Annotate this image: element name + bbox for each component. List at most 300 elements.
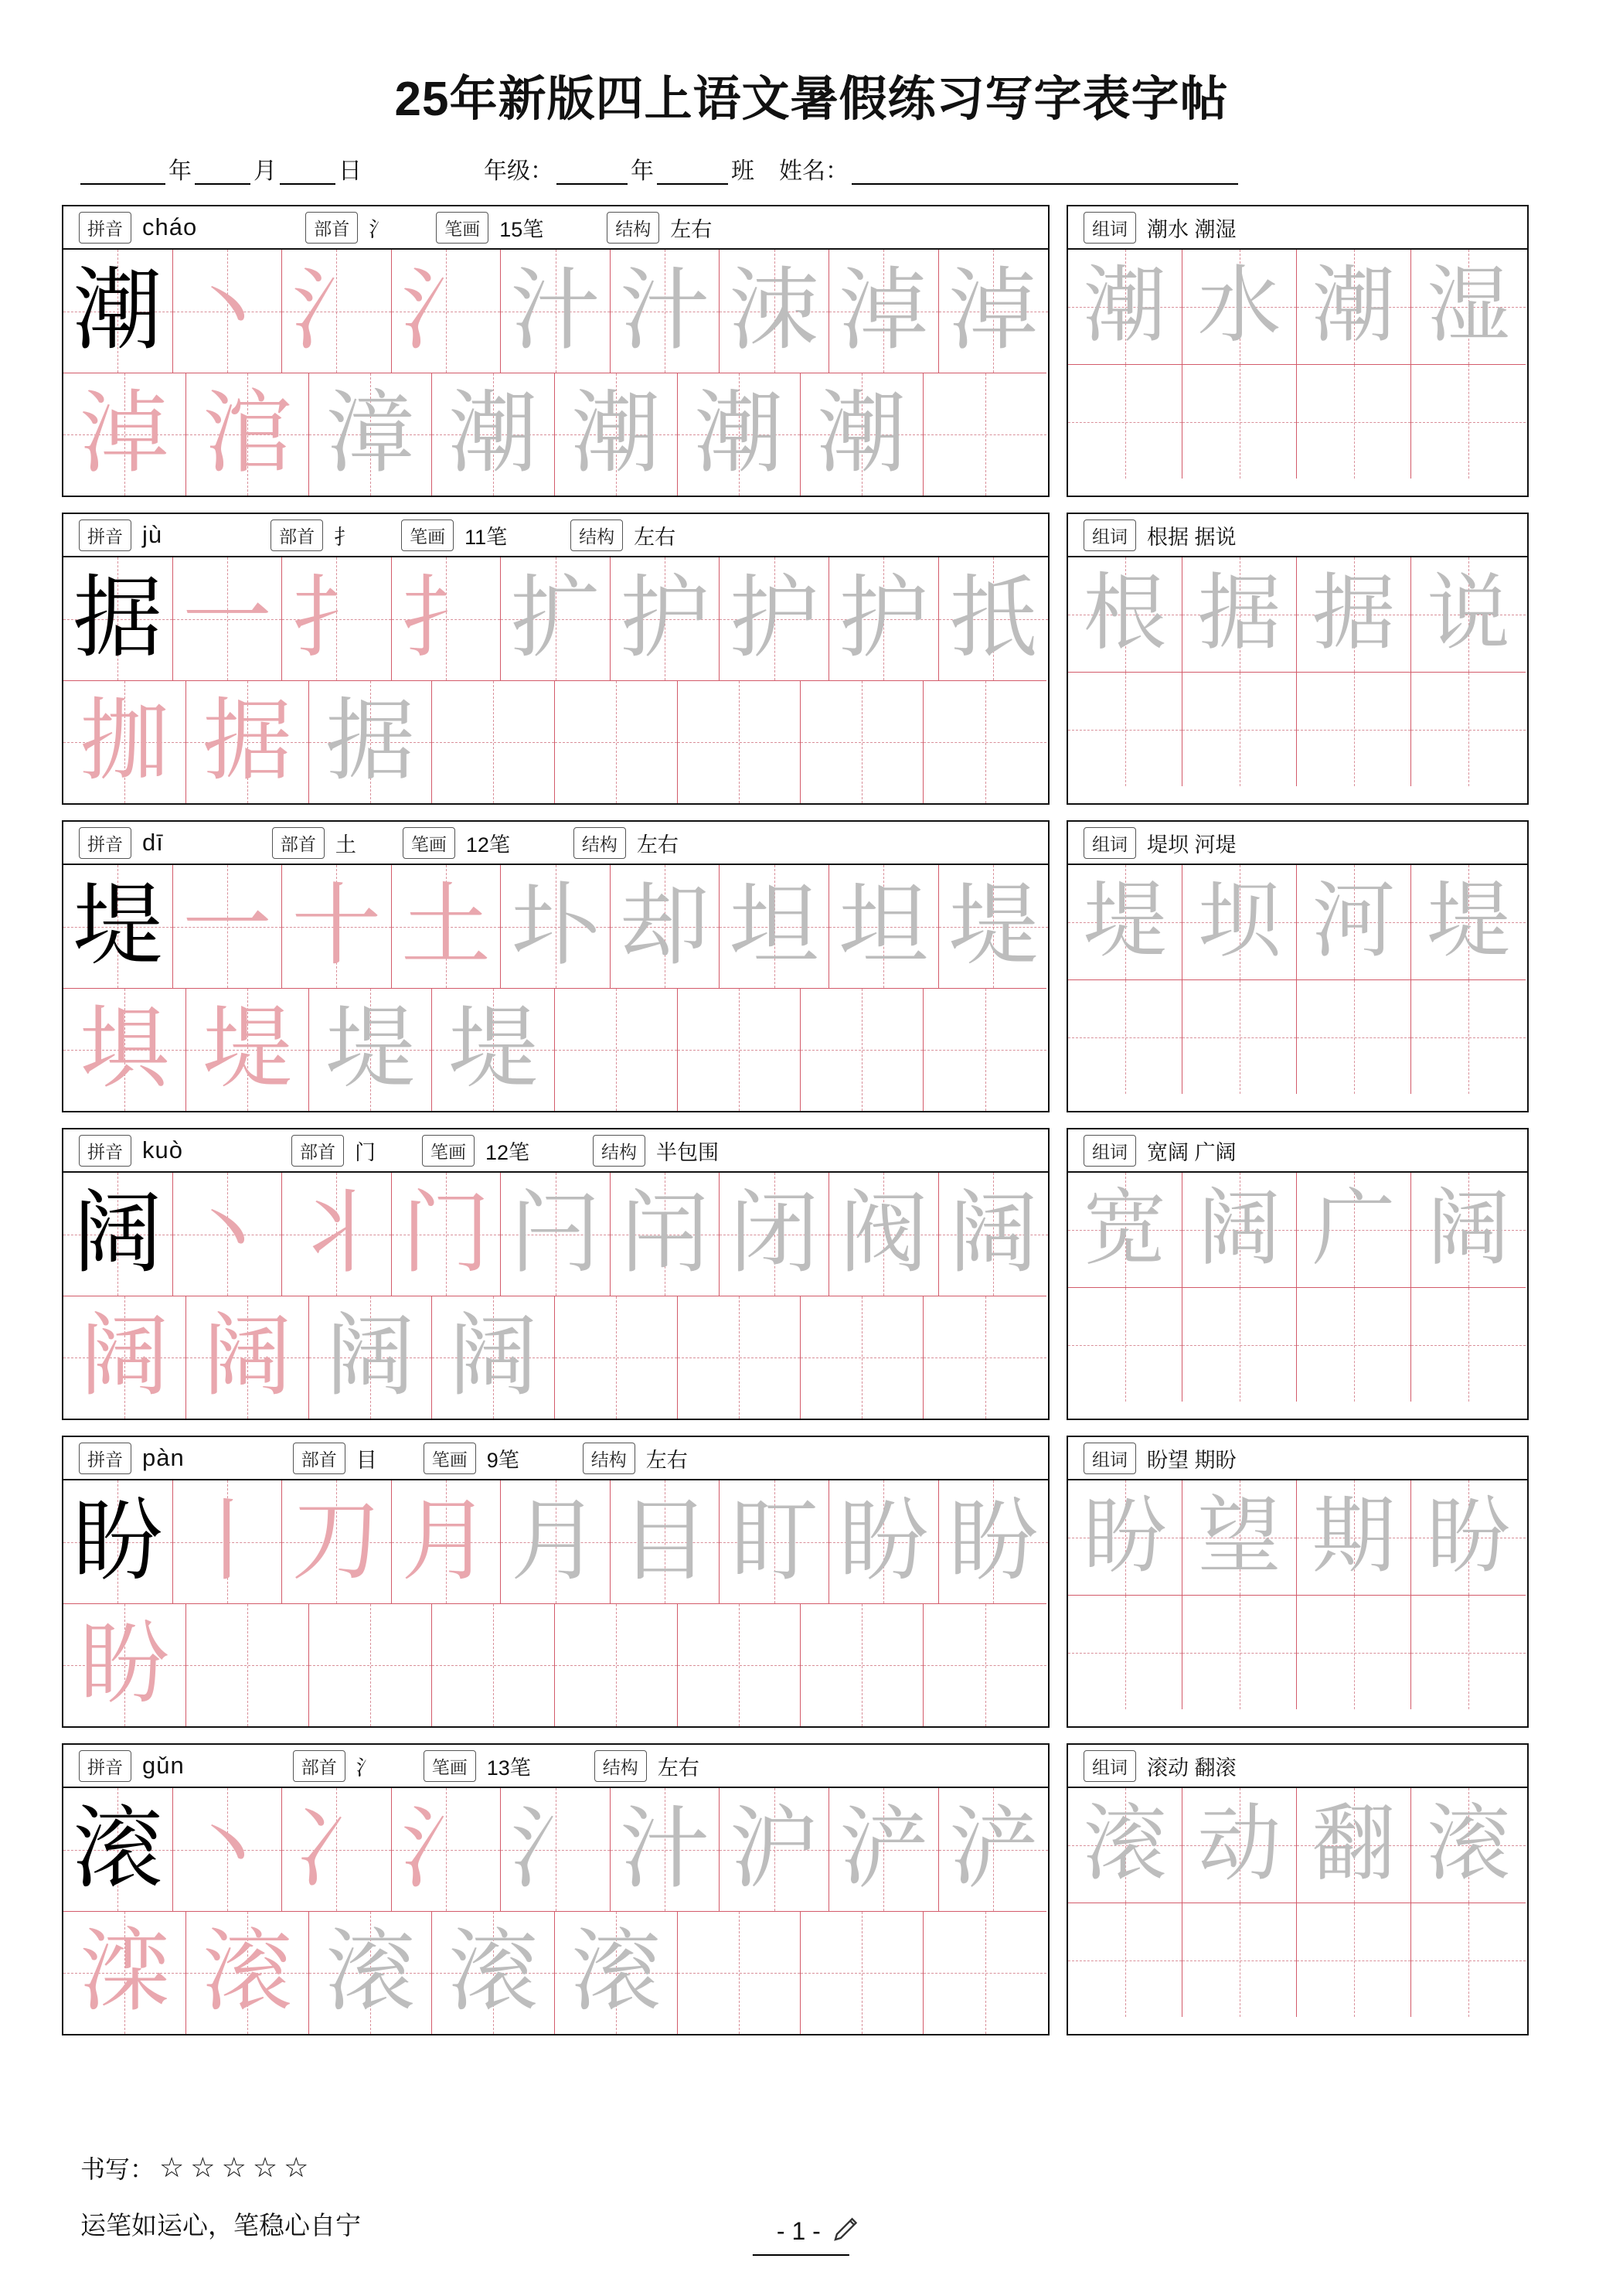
year-label: 年	[168, 158, 192, 184]
stroke-step-cell[interactable]	[939, 1788, 1048, 1911]
blank-practice-cell[interactable]	[924, 1296, 1046, 1419]
word-character-cell[interactable]	[1411, 557, 1526, 672]
model-character-cell[interactable]	[63, 250, 173, 373]
character-info-bar	[63, 1745, 1048, 1788]
words-info-bar	[1068, 206, 1527, 250]
structure-value: 左右	[634, 525, 676, 549]
blank-word-cell[interactable]	[1182, 364, 1297, 479]
grade-unit: 年	[631, 158, 654, 184]
stroke-step-cell[interactable]	[611, 1173, 720, 1296]
blank-practice-cell[interactable]	[432, 1603, 555, 1726]
stroke-step-cell[interactable]	[186, 988, 309, 1111]
stroke-step-glyph	[678, 989, 800, 1111]
words-info-bar	[1068, 822, 1527, 865]
stroke-step-glyph: 阔	[325, 1308, 415, 1407]
stroke-step-cell[interactable]	[432, 1296, 555, 1419]
word-character-cell[interactable]	[1182, 557, 1297, 672]
stroke-step-cell[interactable]	[392, 1480, 502, 1603]
word-character: 据	[1312, 568, 1396, 660]
words-label: 组词	[1084, 1750, 1136, 1782]
words-block	[1067, 1436, 1529, 1728]
stroke-row	[63, 373, 1048, 496]
class-unit: 班	[731, 158, 754, 184]
pinyin-value: pàn	[142, 1444, 185, 1471]
words-label: 组词	[1084, 212, 1136, 244]
blank-word-cell[interactable]	[1068, 979, 1182, 1094]
stroke-step-glyph: 盼	[80, 1616, 169, 1715]
word-character-cell[interactable]	[1182, 250, 1297, 364]
word-character-cell[interactable]	[1068, 1480, 1182, 1595]
stroke-step-glyph	[924, 989, 1046, 1111]
pinyin-label: 拼音	[79, 212, 131, 244]
blank-word-cell[interactable]	[1411, 1595, 1526, 1709]
stroke-step-cell[interactable]	[720, 557, 829, 680]
word-row	[1068, 672, 1527, 786]
blank-word-cell[interactable]	[1182, 979, 1297, 1094]
stroke-step-cell[interactable]	[939, 865, 1048, 988]
word-character: 潮	[1312, 261, 1396, 353]
stroke-step-cell[interactable]	[939, 1480, 1048, 1603]
blank-practice-cell[interactable]	[924, 1911, 1046, 2034]
character-info-bar	[63, 1129, 1048, 1173]
word-character-cell[interactable]	[1297, 557, 1411, 672]
stroke-step-glyph: 月	[510, 1492, 601, 1592]
stroke-step-cell[interactable]	[501, 557, 611, 680]
blank-word-cell[interactable]	[1411, 979, 1526, 1094]
words-label: 组词	[1084, 1443, 1136, 1474]
word-character-cell[interactable]	[1068, 1788, 1182, 1903]
stroke-step-cell[interactable]	[432, 373, 555, 496]
strokes-label: 笔画	[424, 1750, 476, 1782]
stroke-step-glyph: 埧	[80, 1000, 169, 1099]
word-character-cell[interactable]	[1411, 1480, 1526, 1595]
stroke-step-cell[interactable]	[63, 1911, 186, 2034]
stroke-step-glyph: 拁	[80, 693, 169, 792]
stroke-row	[63, 250, 1048, 373]
stroke-row	[63, 680, 1048, 803]
practice-block	[62, 205, 1050, 497]
stroke-step-cell[interactable]	[392, 1788, 502, 1911]
word-character-cell[interactable]	[1411, 250, 1526, 364]
stroke-step-cell[interactable]	[282, 1788, 392, 1911]
class-blank[interactable]	[657, 160, 728, 185]
word-character-cell[interactable]	[1411, 1788, 1526, 1903]
words-block	[1067, 513, 1529, 805]
stroke-row	[63, 988, 1048, 1111]
blank-practice-cell[interactable]	[801, 1296, 924, 1419]
strokes-value: 11笔	[464, 525, 508, 549]
blank-word-cell[interactable]	[1297, 364, 1411, 479]
blank-word-cell[interactable]	[1182, 672, 1297, 786]
blank-word-cell[interactable]	[1068, 1903, 1182, 2017]
stroke-step-cell[interactable]	[186, 1296, 309, 1419]
stroke-step-glyph: 洓	[729, 261, 819, 361]
stroke-step-glyph: 十	[291, 877, 382, 976]
blank-practice-cell[interactable]	[555, 1296, 678, 1419]
word-character-cell[interactable]	[1068, 1173, 1182, 1287]
stroke-step-cell[interactable]	[309, 988, 432, 1111]
day-blank[interactable]	[280, 160, 335, 185]
stroke-step-cell[interactable]	[392, 557, 502, 680]
blank-word-cell[interactable]	[1411, 1903, 1526, 2017]
stroke-step-glyph: 汁	[620, 261, 710, 361]
blank-practice-cell[interactable]	[924, 1603, 1046, 1726]
stroke-step-cell[interactable]	[186, 373, 309, 496]
blank-practice-cell[interactable]	[678, 1911, 801, 2034]
stroke-step-glyph: 坦	[729, 877, 819, 976]
word-character: 盼	[1426, 1491, 1510, 1583]
blank-practice-cell[interactable]	[432, 680, 555, 803]
stroke-step-cell[interactable]	[173, 865, 283, 988]
word-row	[1068, 1788, 1527, 1903]
stroke-step-cell[interactable]	[678, 373, 801, 496]
radical-value: 扌	[334, 525, 356, 549]
word-character-cell[interactable]	[1182, 1788, 1297, 1903]
month-label: 月	[253, 158, 277, 184]
blank-word-cell[interactable]	[1297, 672, 1411, 786]
name-blank[interactable]	[852, 160, 1238, 185]
stroke-step-cell[interactable]	[282, 865, 392, 988]
stroke-step-glyph: 盼	[948, 1492, 1039, 1592]
stroke-step-glyph: 据	[325, 693, 415, 792]
stroke-step-cell[interactable]	[720, 1173, 829, 1296]
stroke-step-glyph: 氵	[510, 1800, 601, 1899]
model-character: 潮	[73, 261, 163, 361]
blank-word-cell[interactable]	[1182, 1287, 1297, 1402]
stroke-step-glyph: 堤	[948, 877, 1039, 976]
stroke-step-cell[interactable]	[720, 1480, 829, 1603]
blank-word-cell[interactable]	[1297, 1903, 1411, 2017]
stroke-step-glyph: 淖	[839, 261, 929, 361]
word-character: 堤	[1083, 876, 1167, 968]
stroke-step-glyph: 沪	[729, 1800, 819, 1899]
practice-sheet	[62, 205, 1561, 2035]
words-value: 堤坝 河堤	[1147, 833, 1237, 857]
character-row	[62, 205, 1561, 497]
word-character-cell[interactable]	[1182, 1480, 1297, 1595]
stroke-step-cell[interactable]	[63, 373, 186, 496]
blank-practice-cell[interactable]	[555, 1603, 678, 1726]
stroke-step-cell[interactable]	[720, 1788, 829, 1911]
strokes-value: 13笔	[486, 1756, 531, 1780]
stroke-step-cell[interactable]	[173, 1173, 283, 1296]
blank-practice-cell[interactable]	[924, 988, 1046, 1111]
blank-practice-cell[interactable]	[924, 373, 1046, 496]
word-character-cell[interactable]	[1411, 1173, 1526, 1287]
stroke-step-glyph: 闭	[729, 1184, 819, 1284]
stroke-step-cell[interactable]	[432, 1911, 555, 2034]
stroke-step-cell[interactable]	[63, 1296, 186, 1419]
page-number-underline	[753, 2254, 849, 2256]
stroke-step-glyph	[924, 1296, 1046, 1419]
stroke-step-glyph: 潮	[817, 385, 907, 484]
stroke-step-cell[interactable]	[611, 1480, 720, 1603]
radical-label: 部首	[291, 1135, 344, 1167]
stroke-step-glyph: 淖	[80, 385, 169, 484]
word-character-cell[interactable]	[1182, 1173, 1297, 1287]
stroke-step-cell[interactable]	[392, 865, 502, 988]
stroke-step-cell[interactable]	[392, 1173, 502, 1296]
radical-label: 部首	[272, 827, 325, 859]
stroke-step-cell[interactable]	[501, 1173, 611, 1296]
pen-icon	[832, 2213, 863, 2250]
stroke-step-cell[interactable]	[186, 680, 309, 803]
blank-practice-cell[interactable]	[678, 1603, 801, 1726]
structure-value: 半包围	[656, 1140, 720, 1164]
stroke-row	[63, 1603, 1048, 1726]
stroke-step-glyph	[801, 1912, 923, 2034]
blank-practice-cell[interactable]	[309, 1603, 432, 1726]
stroke-step-cell[interactable]	[501, 1788, 611, 1911]
meta-row	[80, 149, 1543, 185]
stroke-step-glyph: 阔	[80, 1308, 169, 1407]
blank-practice-cell[interactable]	[678, 680, 801, 803]
model-character-cell[interactable]	[63, 1480, 173, 1603]
word-character: 望	[1197, 1491, 1281, 1583]
stroke-step-glyph: 月	[400, 1492, 491, 1592]
stroke-step-glyph: 丬	[291, 1184, 382, 1284]
grade-blank[interactable]	[556, 160, 628, 185]
stroke-step-cell[interactable]	[173, 557, 283, 680]
blank-word-cell[interactable]	[1182, 1903, 1297, 2017]
stroke-step-glyph: 刀	[291, 1492, 382, 1592]
blank-practice-cell[interactable]	[801, 1603, 924, 1726]
stroke-step-glyph: 扌	[400, 569, 491, 669]
blank-word-cell[interactable]	[1068, 672, 1182, 786]
stroke-step-glyph: 丶	[182, 1184, 272, 1284]
character-info-bar	[63, 514, 1048, 557]
stroke-step-cell[interactable]	[611, 1788, 720, 1911]
stroke-step-glyph: 阔	[448, 1308, 538, 1407]
blank-word-cell[interactable]	[1297, 1287, 1411, 1402]
word-character: 动	[1197, 1799, 1281, 1891]
stroke-step-glyph: 护	[620, 569, 710, 669]
practice-block	[62, 1436, 1050, 1728]
stroke-step-glyph: 涫	[202, 385, 292, 484]
stroke-step-cell[interactable]	[282, 250, 392, 373]
structure-value: 左右	[636, 833, 679, 857]
strokes-value: 9笔	[486, 1448, 519, 1472]
stroke-step-cell[interactable]	[501, 865, 611, 988]
radical-value: 土	[335, 833, 356, 857]
word-row	[1068, 1480, 1527, 1595]
blank-word-cell[interactable]	[1068, 1287, 1182, 1402]
character-row	[62, 1743, 1561, 2035]
blank-word-cell[interactable]	[1297, 979, 1411, 1094]
model-character-cell[interactable]	[63, 1788, 173, 1911]
stroke-step-cell[interactable]	[611, 865, 720, 988]
stroke-step-glyph: 坦	[839, 877, 929, 976]
stroke-step-cell[interactable]	[173, 1788, 283, 1911]
stroke-step-cell[interactable]	[555, 373, 678, 496]
word-character-cell[interactable]	[1297, 1480, 1411, 1595]
radical-value: 氵	[356, 1756, 377, 1780]
structure-label: 结构	[593, 1135, 645, 1167]
practice-block	[62, 1743, 1050, 2035]
blank-practice-cell[interactable]	[678, 988, 801, 1111]
radical-value: 门	[354, 1140, 376, 1164]
stroke-row	[63, 1911, 1048, 2034]
blank-practice-cell[interactable]	[555, 680, 678, 803]
stroke-step-glyph: 阀	[839, 1184, 929, 1284]
stroke-step-cell[interactable]	[309, 373, 432, 496]
stroke-step-glyph: 氵	[291, 261, 382, 361]
stroke-step-cell[interactable]	[829, 250, 939, 373]
stroke-step-cell[interactable]	[555, 1911, 678, 2034]
stroke-step-glyph: 滦	[80, 1923, 169, 2022]
stroke-step-cell[interactable]	[63, 680, 186, 803]
word-character-cell[interactable]	[1068, 865, 1182, 979]
star-rating[interactable]: ☆☆☆☆☆	[159, 2151, 315, 2183]
stroke-step-cell[interactable]	[309, 680, 432, 803]
model-character-cell[interactable]	[63, 1173, 173, 1296]
stroke-step-cell[interactable]	[720, 865, 829, 988]
stroke-step-cell[interactable]	[432, 988, 555, 1111]
strokes-label: 笔画	[403, 827, 455, 859]
stroke-step-cell[interactable]	[829, 1173, 939, 1296]
stroke-row	[63, 557, 1048, 680]
words-info-bar	[1068, 1129, 1527, 1173]
stroke-step-cell[interactable]	[63, 988, 186, 1111]
structure-label: 结构	[594, 1750, 647, 1782]
practice-block	[62, 513, 1050, 805]
stroke-step-cell[interactable]	[611, 250, 720, 373]
stroke-step-glyph	[678, 1604, 800, 1726]
stroke-step-cell[interactable]	[282, 1173, 392, 1296]
words-label: 组词	[1084, 1135, 1136, 1167]
stroke-step-cell[interactable]	[186, 1911, 309, 2034]
word-character-cell[interactable]	[1297, 1173, 1411, 1287]
practice-block	[62, 1128, 1050, 1420]
stroke-step-cell[interactable]	[282, 557, 392, 680]
blank-word-cell[interactable]	[1411, 364, 1526, 479]
stroke-step-cell[interactable]	[829, 1788, 939, 1911]
character-info-bar	[63, 206, 1048, 250]
radical-label: 部首	[293, 1750, 345, 1782]
structure-label: 结构	[583, 1443, 635, 1474]
stroke-step-glyph	[555, 1296, 677, 1419]
blank-word-cell[interactable]	[1068, 364, 1182, 479]
stroke-step-cell[interactable]	[173, 1480, 283, 1603]
radical-label: 部首	[293, 1443, 345, 1474]
blank-practice-cell[interactable]	[924, 680, 1046, 803]
stroke-step-glyph: 阔	[948, 1184, 1039, 1284]
word-character-cell[interactable]	[1068, 250, 1182, 364]
stroke-step-glyph: 汁	[510, 261, 601, 361]
stroke-step-cell[interactable]	[939, 557, 1048, 680]
stroke-step-glyph: 据	[202, 693, 292, 792]
blank-word-cell[interactable]	[1297, 1595, 1411, 1709]
stroke-step-glyph	[678, 1296, 800, 1419]
blank-practice-cell[interactable]	[678, 1296, 801, 1419]
word-character-cell[interactable]	[1411, 865, 1526, 979]
radical-label: 部首	[270, 519, 323, 551]
stroke-step-glyph	[186, 1604, 308, 1726]
word-row	[1068, 364, 1527, 479]
stroke-step-cell[interactable]	[501, 250, 611, 373]
structure-label: 结构	[607, 212, 659, 244]
word-character-cell[interactable]	[1297, 865, 1411, 979]
stroke-step-glyph: 潮	[571, 385, 661, 484]
stroke-step-cell[interactable]	[939, 1173, 1048, 1296]
stroke-step-cell[interactable]	[829, 557, 939, 680]
stroke-step-glyph	[555, 989, 677, 1111]
blank-practice-cell[interactable]	[801, 680, 924, 803]
character-row	[62, 1436, 1561, 1728]
stroke-step-glyph: 盼	[839, 1492, 929, 1592]
stroke-step-cell[interactable]	[501, 1480, 611, 1603]
word-character-cell[interactable]	[1068, 557, 1182, 672]
words-label: 组词	[1084, 519, 1136, 551]
pinyin-label: 拼音	[79, 1443, 131, 1474]
blank-practice-cell[interactable]	[555, 988, 678, 1111]
model-character-cell[interactable]	[63, 557, 173, 680]
stroke-step-glyph: 丨	[182, 1492, 272, 1592]
stroke-step-cell[interactable]	[720, 250, 829, 373]
year-blank[interactable]	[80, 160, 165, 185]
stroke-step-glyph: 护	[729, 569, 819, 669]
stroke-step-cell[interactable]	[829, 1480, 939, 1603]
blank-practice-cell[interactable]	[801, 1911, 924, 2034]
stroke-step-cell[interactable]	[63, 1603, 186, 1726]
stroke-step-glyph: 堤	[325, 1000, 415, 1099]
words-value: 根据 据说	[1147, 525, 1237, 549]
structure-label: 结构	[570, 519, 623, 551]
footer-motto: 运笔如运心，笔稳心自宁	[80, 2211, 361, 2240]
stroke-step-cell[interactable]	[611, 557, 720, 680]
blank-practice-cell[interactable]	[186, 1603, 309, 1726]
stroke-step-cell[interactable]	[801, 373, 924, 496]
word-row	[1068, 1595, 1527, 1709]
stroke-step-cell[interactable]	[173, 250, 283, 373]
blank-practice-cell[interactable]	[801, 988, 924, 1111]
word-character-cell[interactable]	[1297, 250, 1411, 364]
stroke-step-glyph: 扌	[291, 569, 382, 669]
word-character-cell[interactable]	[1182, 865, 1297, 979]
blank-word-cell[interactable]	[1068, 1595, 1182, 1709]
stroke-step-glyph: 氵	[400, 1800, 491, 1899]
structure-value: 左右	[670, 217, 713, 241]
stroke-step-cell[interactable]	[282, 1480, 392, 1603]
month-blank[interactable]	[195, 160, 250, 185]
character-row	[62, 820, 1561, 1112]
model-character-cell[interactable]	[63, 865, 173, 988]
stroke-step-glyph	[678, 1912, 800, 2034]
blank-word-cell[interactable]	[1411, 672, 1526, 786]
stroke-step-glyph	[555, 1604, 677, 1726]
stroke-step-glyph	[432, 1604, 554, 1726]
stroke-step-glyph: 阔	[202, 1308, 292, 1407]
blank-word-cell[interactable]	[1182, 1595, 1297, 1709]
pinyin-value: cháo	[142, 213, 198, 240]
pinyin-label: 拼音	[79, 519, 131, 551]
blank-word-cell[interactable]	[1411, 1287, 1526, 1402]
stroke-step-glyph	[924, 373, 1046, 496]
stroke-step-cell[interactable]	[829, 865, 939, 988]
word-character: 据	[1197, 568, 1281, 660]
stroke-step-cell[interactable]	[939, 250, 1048, 373]
pinyin-value: gǔn	[142, 1752, 185, 1779]
stroke-step-cell[interactable]	[309, 1911, 432, 2034]
stroke-step-glyph	[801, 1296, 923, 1419]
stroke-step-cell[interactable]	[309, 1296, 432, 1419]
word-character-cell[interactable]	[1297, 1788, 1411, 1903]
stroke-row	[63, 1173, 1048, 1296]
stroke-step-cell[interactable]	[392, 250, 502, 373]
radical-value: 氵	[369, 217, 390, 241]
radical-label: 部首	[305, 212, 358, 244]
structure-value: 左右	[645, 1448, 688, 1472]
